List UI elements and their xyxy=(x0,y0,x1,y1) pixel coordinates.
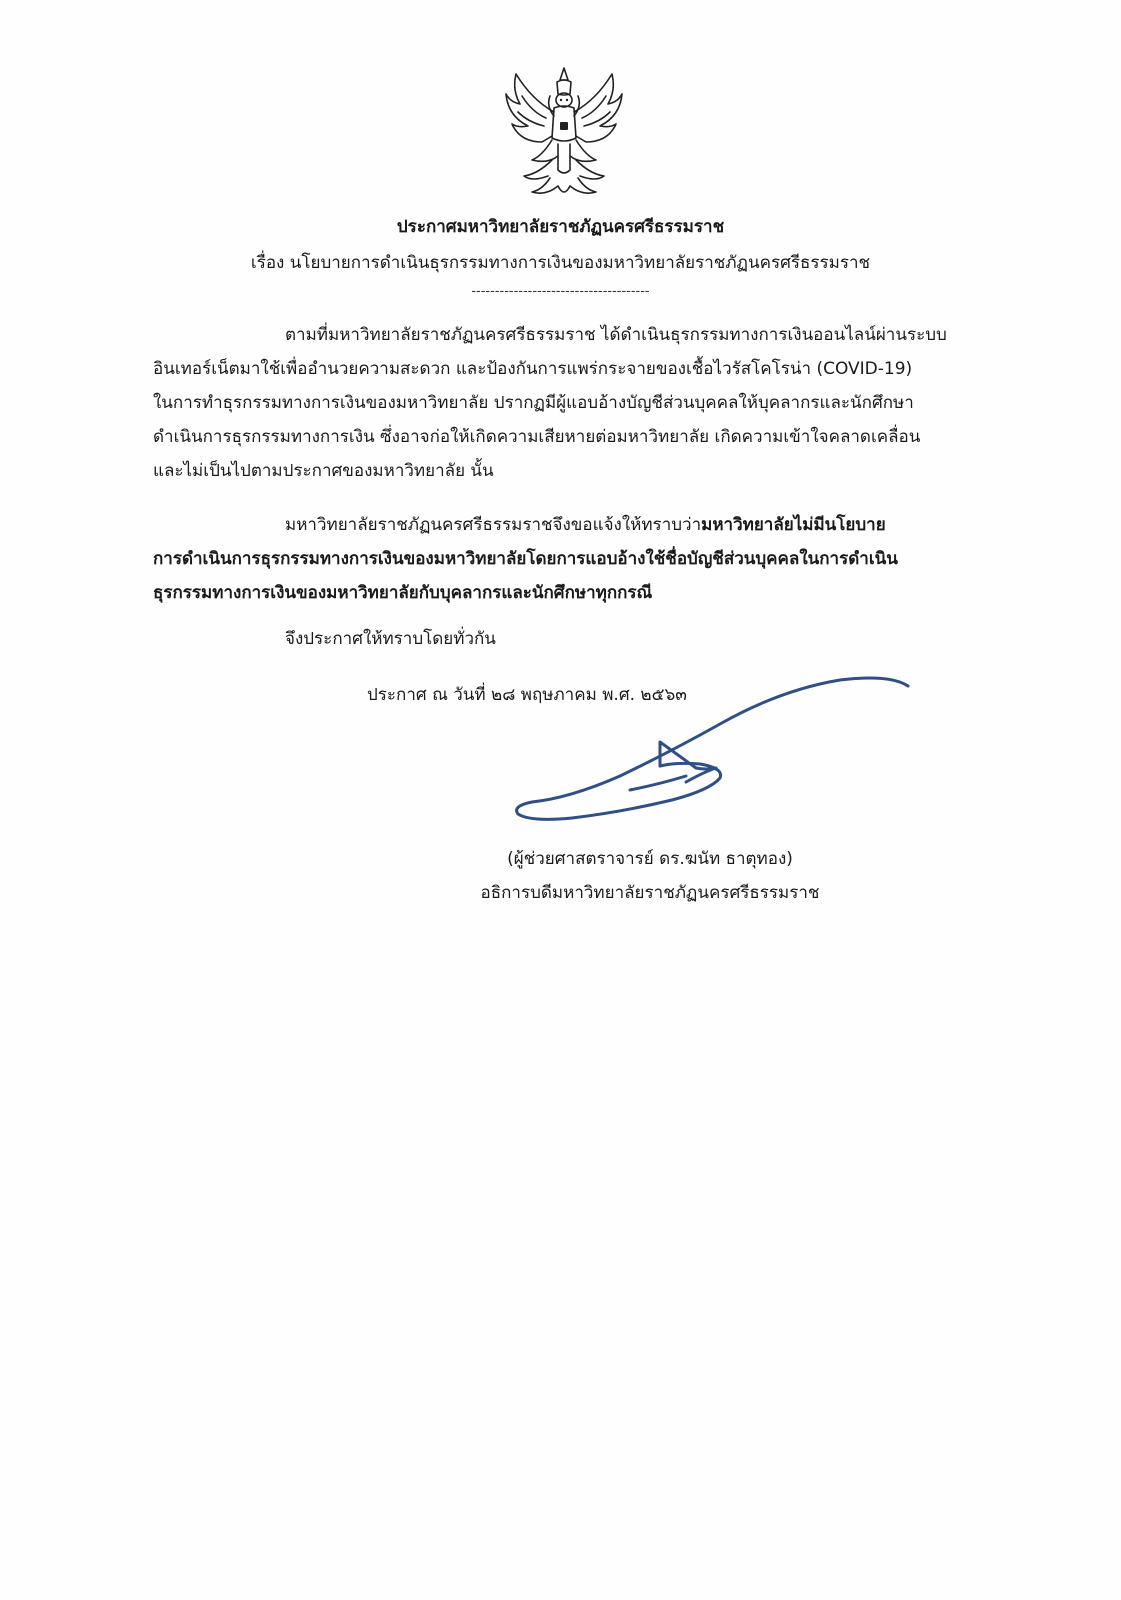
paragraph-2-line xyxy=(153,508,999,542)
paragraph-1-line: ดำเนินการธุรกรรมทางการเงิน ซึ่งอาจก่อให้เกิดความเสียหายต่อมหาวิทยาลัย เกิดความเข้าใจคลาดเคลื่อน xyxy=(153,427,921,447)
garuda-emblem-icon xyxy=(502,60,626,200)
paragraph-1-line: อินเทอร์เน็ตมาใช้เพื่ออำนวยความสะดวก และป้องกันการแพร่กระจายของเชื้อไวรัสโคโรน่า (COVID-19) xyxy=(153,359,913,379)
paragraph-2-normal-text: มหาวิทยาลัยราชภัฏนครศรีธรรมราชจึงขอแจ้งให้ทราบว่า xyxy=(285,515,702,535)
paragraph-1 xyxy=(153,318,999,488)
signer-name: (ผู้ช่วยศาสตราจารย์ ดร.ฆนัท ธาตุทอง) xyxy=(507,849,793,869)
document-title: ประกาศมหาวิทยาลัยราชภัฏนครศรีธรรมราช xyxy=(396,217,725,237)
paragraph-1-line: และไม่เป็นไปตามประกาศของมหาวิทยาลัย นั้น xyxy=(153,461,494,481)
paragraph-2-bold-text: มหาวิทยาลัยไม่มีนโยบาย xyxy=(701,515,886,535)
signature-image xyxy=(510,672,930,832)
signer-title: อธิการบดีมหาวิทยาลัยราชภัฏนครศรีธรรมราช xyxy=(480,883,820,903)
paragraph-2-bold-text: ธุรกรรมทางการเงินของมหาวิทยาลัยกับบุคลากรและนักศึกษาทุกกรณี xyxy=(153,583,653,603)
paragraph-1-line: ตามที่มหาวิทยาลัยราชภัฏนครศรีธรรมราช ได้ดำเนินธุรกรรมทางการเงินออนไลน์ผ่านระบบ xyxy=(285,325,947,345)
paragraph-2 xyxy=(153,508,999,610)
closing-statement: จึงประกาศให้ทราบโดยทั่วกัน xyxy=(285,629,496,649)
paragraph-2-line xyxy=(153,542,999,576)
title-divider: -------------------------------------- xyxy=(471,284,650,299)
paragraph-1-line: ในการทำธุรกรรมทางการเงินของมหาวิทยาลัย ปรากฏมีผู้แอบอ้างบัญชีส่วนบุคคลให้บุคลากรและนักศึกษา xyxy=(153,393,914,413)
announcement-date: ประกาศ ณ วันที่ ๒๘ พฤษภาคม พ.ศ. ๒๕๖๓ xyxy=(367,685,687,705)
paragraph-2-line xyxy=(153,576,999,610)
document-subject: เรื่อง นโยบายการดำเนินธุรกรรมทางการเงินของมหาวิทยาลัยราชภัฏนครศรีธรรมราช xyxy=(250,253,871,273)
paragraph-2-bold-text: การดำเนินการธุรกรรมทางการเงินของมหาวิทยาลัยโดยการแอบอ้างใช้ชื่อบัญชีส่วนบุคคลในการดำเนิน xyxy=(153,549,898,569)
